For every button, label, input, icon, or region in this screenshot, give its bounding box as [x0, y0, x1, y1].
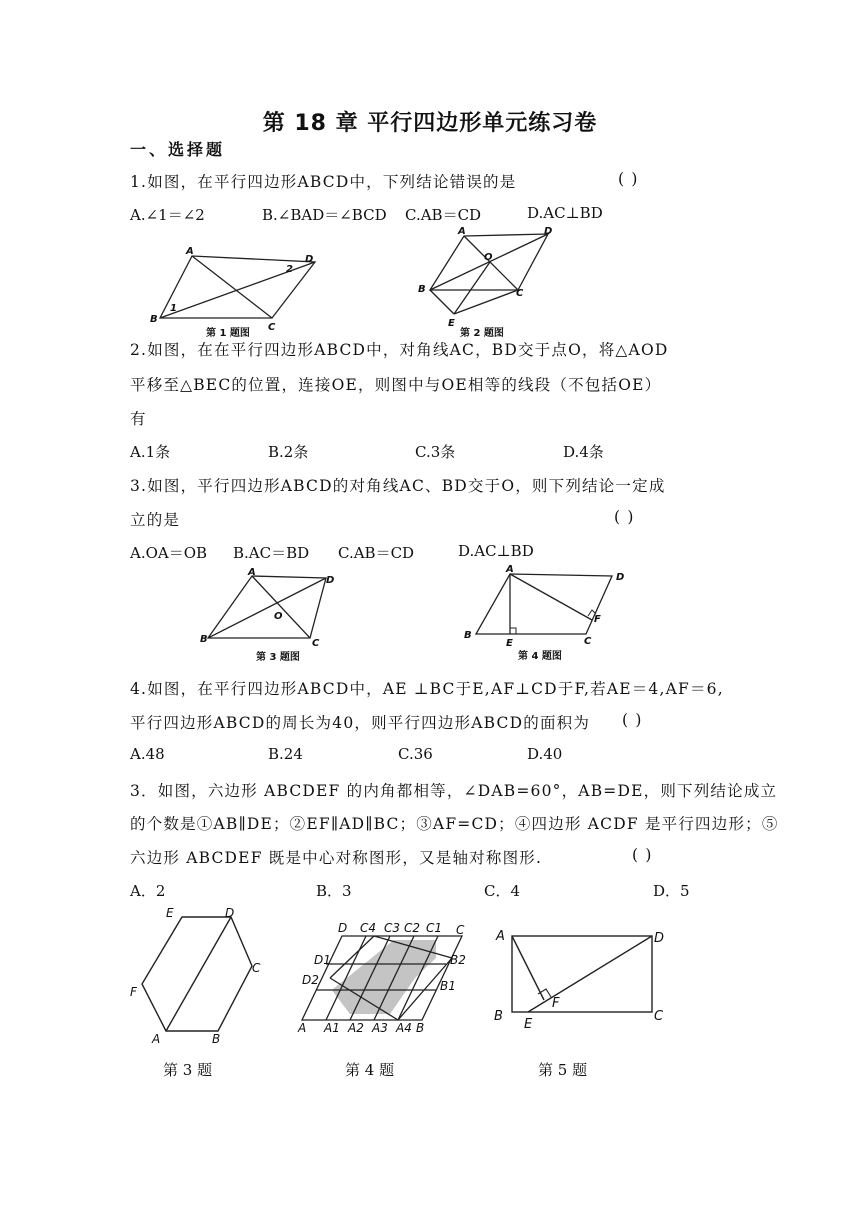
q4-option-d: D.40 — [527, 745, 563, 763]
grid-label-c2: C2 — [404, 921, 421, 935]
rectangle-figure — [490, 922, 680, 1034]
fig4-label-e: E — [506, 638, 513, 649]
grid-label-d2: D2 — [302, 973, 319, 987]
fig4-caption: 第 4 题图 — [518, 651, 562, 662]
fig1-label-d: D — [305, 254, 314, 265]
q1-option-a: A.∠1＝∠2 — [130, 206, 205, 224]
grid-label-c4: C4 — [360, 921, 377, 935]
grid-caption: 第 4 题 — [345, 1061, 395, 1079]
fig3-label-b: B — [200, 634, 208, 645]
fig2-label-e: E — [448, 318, 455, 329]
fig3-label-o: O — [274, 611, 283, 622]
q3-line1: 3.如图，平行四边形ABCD的对角线AC、BD交于O，则下列结论一定成 — [130, 477, 666, 495]
figure-3 — [196, 566, 356, 666]
fig1-label-c: C — [268, 322, 276, 333]
q2-line2: 平移至△BEC的位置，连接OE，则图中与OE相等的线段（不包括OE） — [130, 376, 662, 394]
fig1-caption: 第 1 题图 — [206, 328, 250, 339]
fig1-label-2: 2 — [286, 264, 293, 275]
fig2-label-o: O — [484, 252, 493, 263]
grid-label-c1: C1 — [426, 921, 443, 935]
rect-label-f: F — [552, 996, 560, 1011]
figure-1 — [140, 238, 330, 342]
fig4-label-b: B — [464, 630, 472, 641]
q1-bracket: ( ) — [618, 170, 639, 188]
q5-option-d: D．5 — [653, 882, 690, 900]
fig4-label-d: D — [616, 572, 625, 583]
q2-option-d: D.4条 — [563, 443, 604, 461]
q5-option-c: C．4 — [484, 882, 521, 900]
q4-option-c: C.36 — [398, 745, 433, 763]
q2-line3: 有 — [130, 410, 147, 428]
rect-caption: 第 5 题 — [538, 1061, 588, 1079]
figure-2 — [412, 222, 562, 342]
fig3-label-a: A — [248, 567, 256, 578]
q2-option-c: C.3条 — [415, 443, 456, 461]
grid-label-b: B — [416, 1021, 425, 1035]
fig2-caption: 第 2 题图 — [460, 328, 504, 339]
rect-label-a: A — [496, 929, 505, 944]
page-title: 第 18 章 平行四边形单元练习卷 — [262, 111, 598, 136]
q4-line1: 4.如图，在平行四边形ABCD中，AE ⊥BC于E,AF⊥CD于F,若AE＝4,AF＝6, — [130, 680, 724, 698]
fig2-label-a: A — [458, 226, 466, 237]
q5-line3: 六边形 ABCDEF 既是中心对称图形，又是轴对称图形. — [130, 849, 543, 867]
grid-label-c3: C3 — [384, 921, 401, 935]
fig2-label-c: C — [516, 288, 524, 299]
q5-line2: 的个数是①AB∥DE；②EF∥AD∥BC；③AF=CD；④四边形 ACDF 是平行四边形；⑤ — [130, 815, 779, 833]
grid-label-d: D — [338, 921, 348, 935]
fig1-label-b: B — [150, 314, 158, 325]
hex-label-e: E — [166, 906, 174, 920]
fig1-label-a: A — [186, 246, 194, 257]
q3-line2: 立的是 — [130, 511, 181, 529]
q4-bracket: ( ) — [622, 711, 643, 729]
section-heading: 一、选择题 — [130, 140, 226, 159]
q3-option-a: A.OA＝OB — [130, 544, 208, 562]
q5-bracket: ( ) — [632, 846, 653, 864]
q3-option-c: C.AB＝CD — [338, 544, 415, 562]
figure-4 — [460, 562, 640, 666]
q1-option-b: B.∠BAD＝∠BCD — [262, 206, 387, 224]
grid-label-a: A — [298, 1021, 307, 1035]
grid-label-a2: A2 — [348, 1021, 364, 1035]
fig4-label-f: F — [594, 614, 601, 625]
hex-label-b: B — [212, 1032, 221, 1046]
fig3-caption: 第 3 题图 — [256, 652, 300, 663]
rect-label-c: C — [654, 1009, 664, 1024]
q2-option-a: A.1条 — [130, 443, 171, 461]
rect-label-d: D — [654, 931, 665, 946]
rect-label-b: B — [494, 1009, 503, 1024]
grid-label-b2: B2 — [450, 953, 466, 967]
hex-label-d: D — [225, 906, 235, 920]
fig1-label-1: 1 — [170, 303, 177, 314]
grid-label-d1: D1 — [314, 953, 331, 967]
grid-figure — [290, 918, 480, 1036]
grid-label-a4: A4 — [396, 1021, 412, 1035]
grid-label-a1: A1 — [324, 1021, 340, 1035]
fig4-label-c: C — [584, 636, 592, 647]
fig3-label-c: C — [312, 638, 320, 649]
rect-label-e: E — [524, 1017, 533, 1032]
q2-line1: 2.如图，在在平行四边形ABCD中，对角线AC，BD交于点O，将△AOD — [130, 341, 669, 359]
q3-option-b: B.AC＝BD — [233, 544, 310, 562]
q3-bracket: ( ) — [614, 508, 635, 526]
q3-option-d: D.AC⊥BD — [458, 542, 534, 560]
q5-option-b: B．3 — [316, 882, 352, 900]
q4-option-a: A.48 — [130, 745, 165, 763]
q2-option-b: B.2条 — [268, 443, 309, 461]
q1-option-d: D.AC⊥BD — [527, 204, 603, 222]
fig4-label-a: A — [506, 564, 514, 575]
q1-option-c: C.AB＝CD — [405, 206, 482, 224]
q5-option-a: A．2 — [130, 882, 166, 900]
hex-caption: 第 3 题 — [163, 1061, 213, 1079]
q4-line2: 平行四边形ABCD的周长为40，则平行四边形ABCD的面积为 — [130, 714, 591, 732]
grid-label-c: C — [456, 923, 465, 937]
hex-label-c: C — [252, 961, 261, 975]
q1-text: 1.如图，在平行四边形ABCD中，下列结论错误的是 — [130, 173, 517, 191]
q5-line1: 3．如图，六边形 ABCDEF 的内角都相等，∠DAB=60°，AB=DE，则下列结论成立 — [130, 782, 778, 800]
grid-label-a3: A3 — [372, 1021, 388, 1035]
hexagon-figure — [120, 902, 270, 1050]
fig2-label-b: B — [418, 284, 426, 295]
fig3-label-d: D — [326, 575, 335, 586]
grid-label-b1: B1 — [440, 979, 456, 993]
hex-label-a: A — [152, 1032, 161, 1046]
fig2-label-d: D — [544, 226, 553, 237]
q4-option-b: B.24 — [268, 745, 303, 763]
hex-label-f: F — [130, 985, 137, 999]
